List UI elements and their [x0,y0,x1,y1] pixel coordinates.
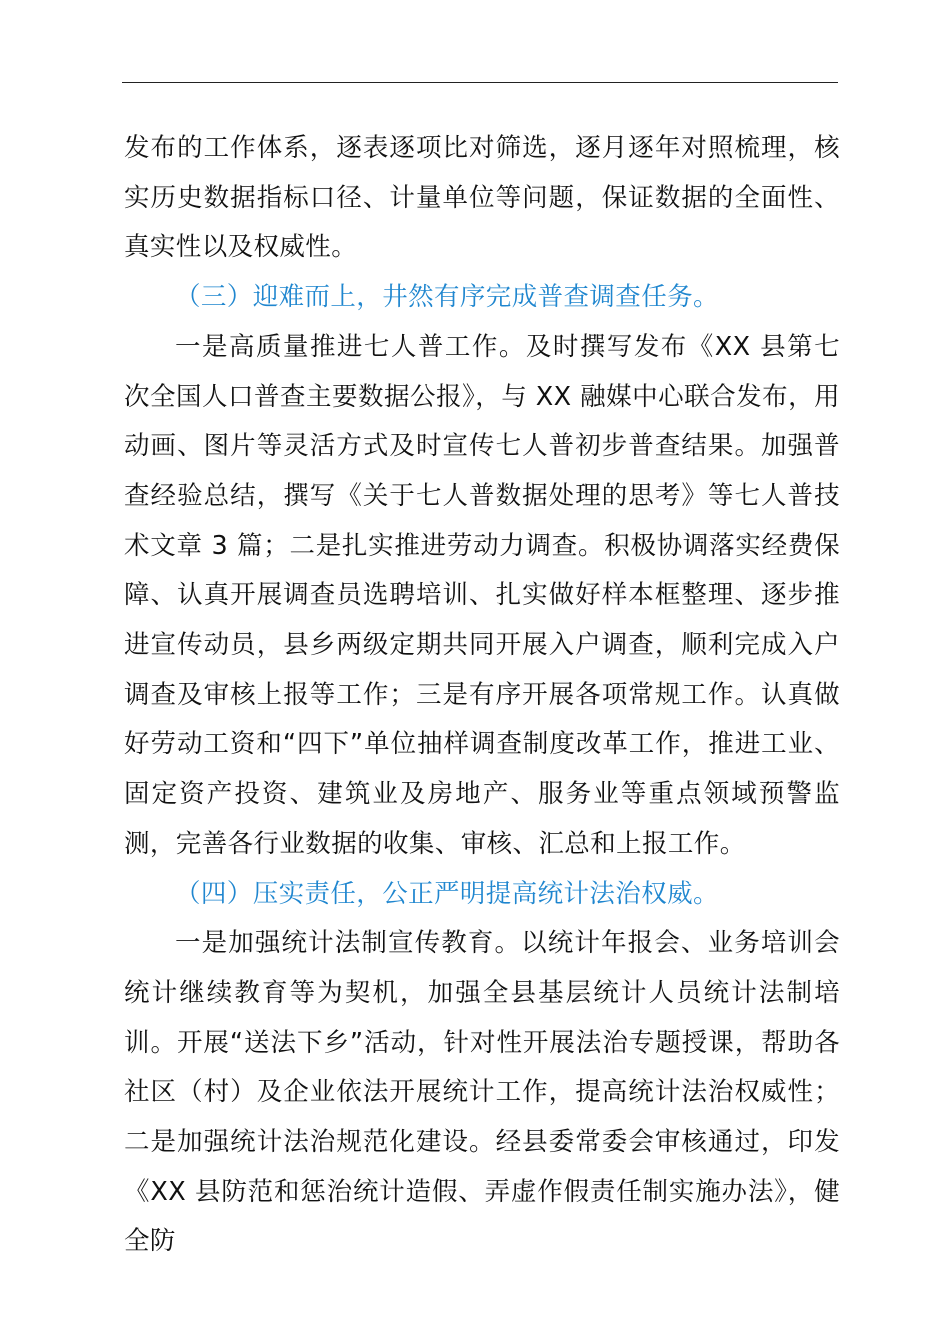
section-heading-3: （三）迎难而上，井然有序完成普查调查任务。 [175,282,719,313]
document-body [124,124,840,1267]
paragraph-statistics-law: 一是加强统计法制宣传教育。以统计年报会、业务培训会统计继续教育等为契机，加强全县基层统计人员统计法制培训。开展“送法下乡”活动，针对性开展法治专题授课，帮助各社区（村）及企业依法开展统计工作，提高统计法治权威性；二是加强统计法治规范化建设。经县委常委会审核通过，印发《XX 县防范和惩治统计造假、弄虚作假责任制实施办法》，健全防 [124,928,840,1257]
section-heading-4: （四）压实责任，公正严明提高统计法治权威。 [175,878,719,909]
header-rule [122,82,838,83]
paragraph-continuation: 发布的工作体系，逐表逐项比对筛选，逐月逐年对照梳理，核实历史数据指标口径、计量单位等问题，保证数据的全面性、真实性以及权威性。 [124,133,840,263]
paragraph-census-work: 一是高质量推进七人普工作。及时撰写发布《XX 县第七次全国人口普查主要数据公报》，与 XX 融媒中心联合发布，用动画、图片等灵活方式及时宣传七人普初步普查结果。加强普查经验总结，撰写《关于七人普数据处理的思考》等七人普技术文章 3 篇；二是扎实推进劳动力调查。积极协调落实经费保障、认真开展调查员选聘培训、扎实做好样本框整理、逐步推进宣传动员，县乡两级定期共同开展入户调查，顺利完成入户调查及审核上报等工作；三是有序开展各项常规工作。认真做好劳动工资和“四下”单位抽样调查制度改革工作，推进工业、固定资产投资、建筑业及房地产、服务业等重点领域预警监测，完善各行业数据的收集、审核、汇总和上报工作。 [124,331,840,859]
